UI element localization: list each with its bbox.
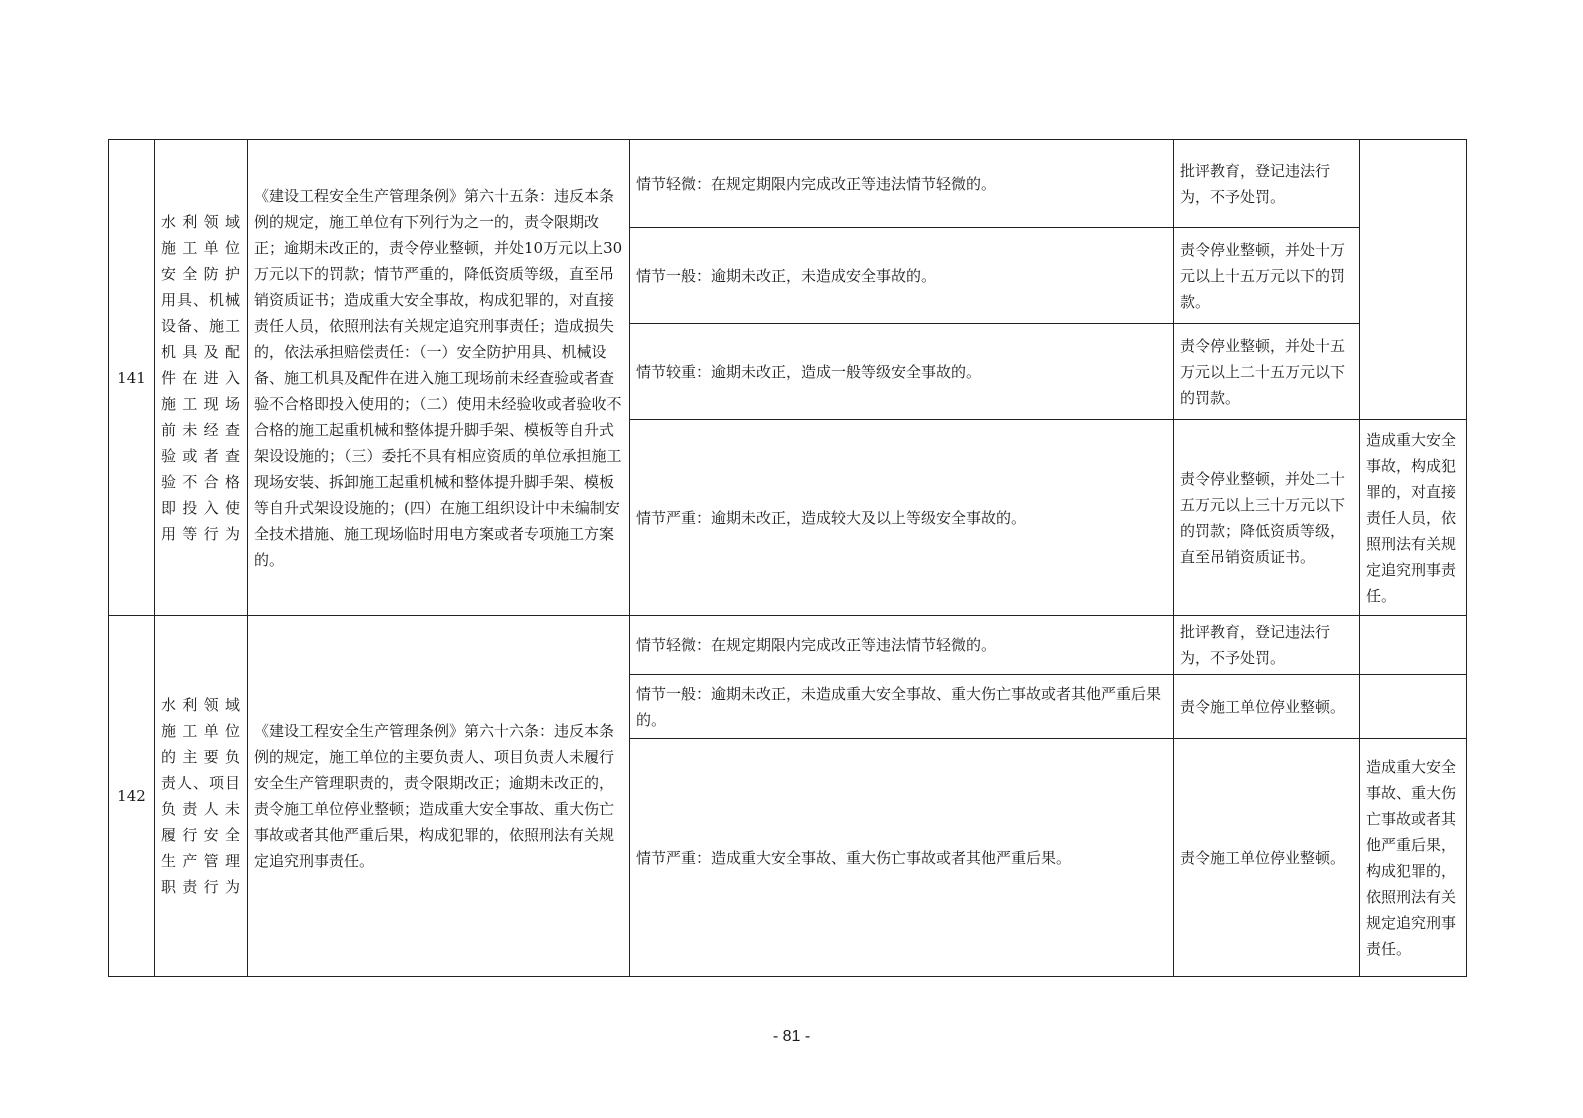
circumstance: 情节严重：造成重大安全事故、重大伤亡事故或者其他严重后果。 — [630, 739, 1174, 977]
circumstance: 情节一般：逾期未改正，未造成安全事故的。 — [630, 228, 1174, 324]
penalty: 责令停业整顿，并处二十五万元以上三十万元以下的罚款；降低资质等级，直至吊销资质证书。 — [1174, 420, 1360, 616]
remark: 造成重大安全事故、重大伤亡事故或者其他严重后果，构成犯罪的，依照刑法有关规定追究刑事责任。 — [1360, 739, 1467, 977]
circumstance: 情节较重：逾期未改正，造成一般等级安全事故的。 — [630, 324, 1174, 420]
penalty: 责令停业整顿，并处十五万元以上二十五万元以下的罚款。 — [1174, 324, 1360, 420]
circumstance: 情节一般：逾期未改正，未造成重大安全事故、重大伤亡事故或者其他严重后果的。 — [630, 675, 1174, 739]
penalty: 责令施工单位停业整顿。 — [1174, 675, 1360, 739]
penalty: 批评教育，登记违法行为，不予处罚。 — [1174, 140, 1360, 228]
remark — [1360, 140, 1467, 420]
remark — [1360, 675, 1467, 739]
violation-behavior: 水利领域 施工单位 的主要负 责人、项目 负责人未 履行安全 生产管理 职责行为 — [155, 616, 248, 977]
row-number: 141 — [109, 140, 155, 616]
remark: 造成重大安全事故，构成犯罪的，对直接责任人员，依照刑法有关规定追究刑事责任。 — [1360, 420, 1467, 616]
legal-basis: 《建设工程安全生产管理条例》第六十六条：违反本条例的规定，施工单位的主要负责人、项目负责人未履行安全生产管理职责的，责令限期改正；逾期未改正的，责令施工单位停业整顿；造成重大安全事故、重大伤亡事故或者其他严重后果，构成犯罪的，依照刑法有关规定追究刑事责任。 — [248, 616, 630, 977]
legal-basis: 《建设工程安全生产管理条例》第六十五条：违反本条例的规定，施工单位有下列行为之一的，责令限期改正；逾期未改正的，责令停业整顿，并处10万元以上30万元以下的罚款；情节严重的，降低资质等级，直至吊销资质证书；造成重大安全事故，构成犯罪的，对直接责任人员，依照刑法有关规定追究刑事责任；造成损失的，依法承担赔偿责任：（一）安全防护用具、机械设备、施工机具及配件在进入施工现场前未经查验或者查验不合格即投入使用的；（二）使用未经验收或者验收不合格的施工起重机械和整体提升脚手架、模板等自升式架设设施的；（三）委托不具有相应资质的单位承担施工现场安装、拆卸施工起重机械和整体提升脚手架、模板等自升式架设设施的；(四）在施工组织设计中未编制安全技术措施、施工现场临时用电方案或者专项施工方案的。 — [248, 140, 630, 616]
penalty: 责令停业整顿，并处十万元以上十五万元以下的罚款。 — [1174, 228, 1360, 324]
penalty: 责令施工单位停业整顿。 — [1174, 739, 1360, 977]
page-number: - 81 - — [772, 1028, 811, 1045]
penalty: 批评教育，登记违法行为，不予处罚。 — [1174, 616, 1360, 675]
table-row — [109, 616, 1467, 675]
circumstance: 情节轻微：在规定期限内完成改正等违法情节轻微的。 — [630, 140, 1174, 228]
circumstance: 情节轻微：在规定期限内完成改正等违法情节轻微的。 — [630, 616, 1174, 675]
table-row — [109, 140, 1467, 228]
violation-behavior: 水利领域 施工单位 安全防护 用具、机械 设备、施工 机具及配 件在进入 施工现场 前未经查 验或者查 验不合格 即投入使 用等行为 — [155, 140, 248, 616]
row-number: 142 — [109, 616, 155, 977]
penalty-table — [108, 139, 1467, 977]
circumstance: 情节严重：逾期未改正，造成较大及以上等级安全事故的。 — [630, 420, 1174, 616]
remark — [1360, 616, 1467, 675]
